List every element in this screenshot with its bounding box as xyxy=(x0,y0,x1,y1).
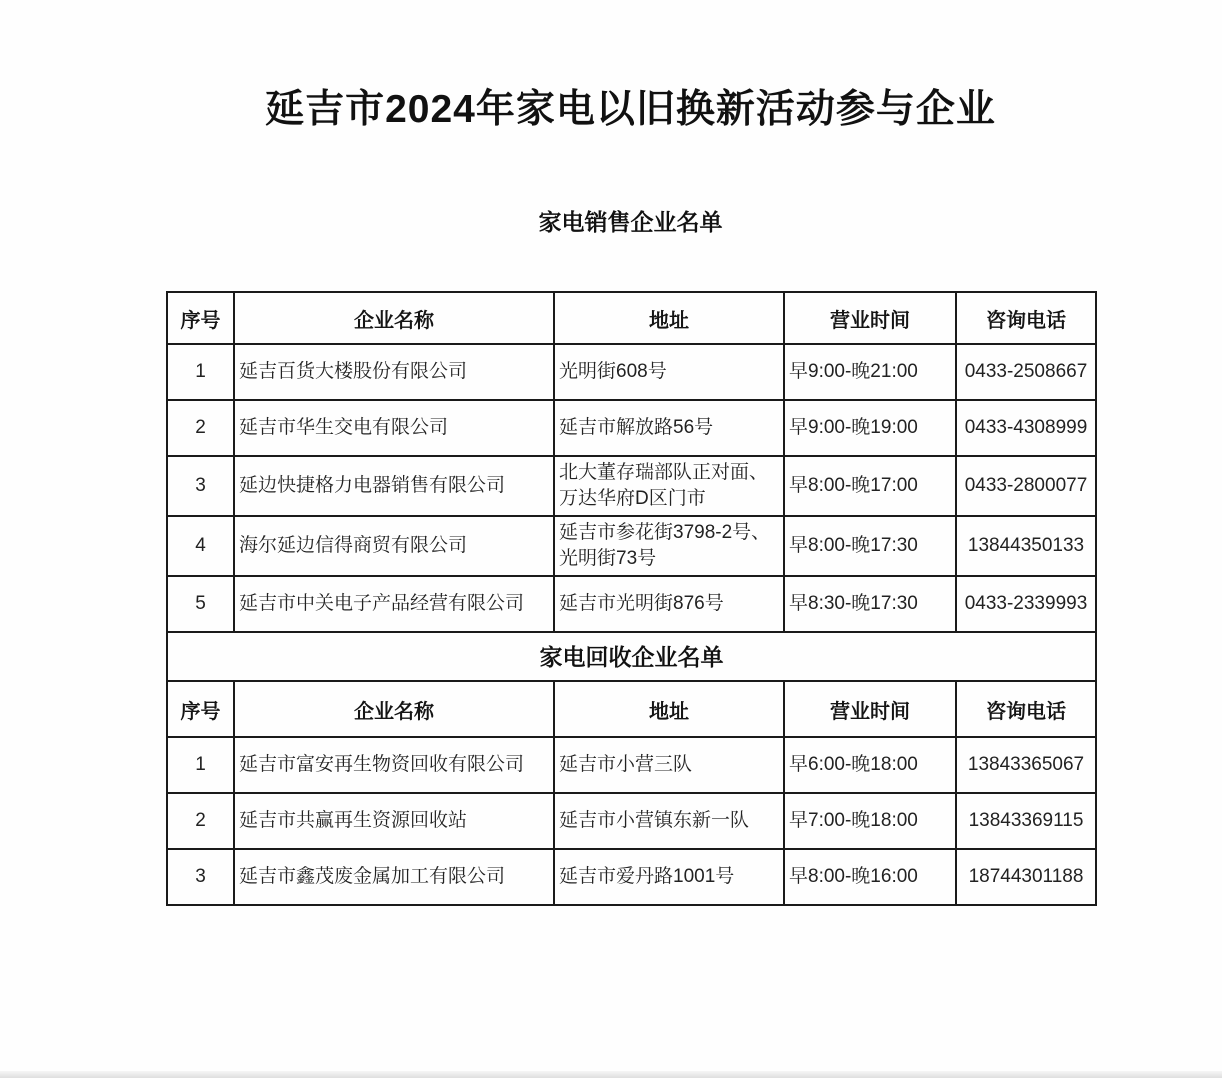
table-row xyxy=(167,576,1096,632)
cell-company: 延吉市共赢再生资源回收站 xyxy=(234,793,554,849)
cell-company: 延吉市富安再生物资回收有限公司 xyxy=(234,737,554,793)
image-bottom-edge xyxy=(0,1071,1222,1078)
sales-list-heading: 家电销售企业名单 xyxy=(538,209,723,235)
cell-hours: 早9:00-晚21:00 xyxy=(784,344,956,400)
cell-index: 2 xyxy=(167,400,234,456)
cell-address: 光明街608号 xyxy=(554,344,784,400)
cell-address: 延吉市光明街876号 xyxy=(554,576,784,632)
column-header-company: 企业名称 xyxy=(234,292,554,344)
cell-hours: 早9:00-晚19:00 xyxy=(784,400,956,456)
cell-index: 3 xyxy=(167,456,234,516)
recycle-header-row xyxy=(167,681,1096,737)
cell-hours: 早6:00-晚18:00 xyxy=(784,737,956,793)
recycle-table-body xyxy=(167,737,1096,905)
cell-phone: 0433-4308999 xyxy=(956,400,1096,456)
column-header-hours: 营业时间 xyxy=(784,681,956,737)
column-header-company: 企业名称 xyxy=(234,681,554,737)
cell-phone: 13843369115 xyxy=(956,793,1096,849)
cell-hours: 早8:30-晚17:30 xyxy=(784,576,956,632)
recycle-list-heading: 家电回收企业名单 xyxy=(167,632,1096,681)
table-row xyxy=(167,849,1096,905)
cell-phone: 13844350133 xyxy=(956,516,1096,576)
cell-hours: 早7:00-晚18:00 xyxy=(784,793,956,849)
table-row xyxy=(167,400,1096,456)
cell-company: 延吉市华生交电有限公司 xyxy=(234,400,554,456)
column-header-phone: 咨询电话 xyxy=(956,292,1096,344)
sales-table-header xyxy=(167,292,1096,344)
cell-address: 北大董存瑞部队正对面、万达华府D区门市 xyxy=(554,456,784,516)
cell-index: 4 xyxy=(167,516,234,576)
cell-index: 2 xyxy=(167,793,234,849)
recycle-section-row xyxy=(167,632,1096,681)
cell-index: 1 xyxy=(167,344,234,400)
cell-address: 延吉市解放路56号 xyxy=(554,400,784,456)
table-row xyxy=(167,456,1096,516)
cell-index: 5 xyxy=(167,576,234,632)
cell-phone: 18744301188 xyxy=(956,849,1096,905)
column-header-address: 地址 xyxy=(554,681,784,737)
cell-index: 3 xyxy=(167,849,234,905)
cell-phone: 0433-2508667 xyxy=(956,344,1096,400)
document xyxy=(166,0,1095,906)
cell-phone: 0433-2800077 xyxy=(956,456,1096,516)
cell-address: 延吉市参花街3798-2号、光明街73号 xyxy=(554,516,784,576)
column-header-address: 地址 xyxy=(554,292,784,344)
cell-address: 延吉市小营三队 xyxy=(554,737,784,793)
sales-header-row xyxy=(167,292,1096,344)
table-row xyxy=(167,344,1096,400)
table-row xyxy=(167,737,1096,793)
cell-address: 延吉市小营镇东新一队 xyxy=(554,793,784,849)
cell-phone: 13843365067 xyxy=(956,737,1096,793)
cell-hours: 早8:00-晚17:30 xyxy=(784,516,956,576)
column-header-index: 序号 xyxy=(167,292,234,344)
cell-company: 延吉百货大楼股份有限公司 xyxy=(234,344,554,400)
cell-company: 延吉市鑫茂废金属加工有限公司 xyxy=(234,849,554,905)
table-row xyxy=(167,793,1096,849)
page-title: 延吉市2024年家电以旧换新活动参与企业 xyxy=(265,88,996,131)
cell-company: 延吉市中关电子产品经营有限公司 xyxy=(234,576,554,632)
sales-table-body xyxy=(167,344,1096,632)
cell-hours: 早8:00-晚16:00 xyxy=(784,849,956,905)
cell-phone: 0433-2339993 xyxy=(956,576,1096,632)
cell-company: 延边快捷格力电器销售有限公司 xyxy=(234,456,554,516)
cell-hours: 早8:00-晚17:00 xyxy=(784,456,956,516)
cell-company: 海尔延边信得商贸有限公司 xyxy=(234,516,554,576)
table-row xyxy=(167,516,1096,576)
cell-address: 延吉市爱丹路1001号 xyxy=(554,849,784,905)
enterprise-table xyxy=(166,291,1097,906)
column-header-index: 序号 xyxy=(167,681,234,737)
column-header-hours: 营业时间 xyxy=(784,292,956,344)
column-header-phone: 咨询电话 xyxy=(956,681,1096,737)
cell-index: 1 xyxy=(167,737,234,793)
recycle-section-header xyxy=(167,632,1096,737)
